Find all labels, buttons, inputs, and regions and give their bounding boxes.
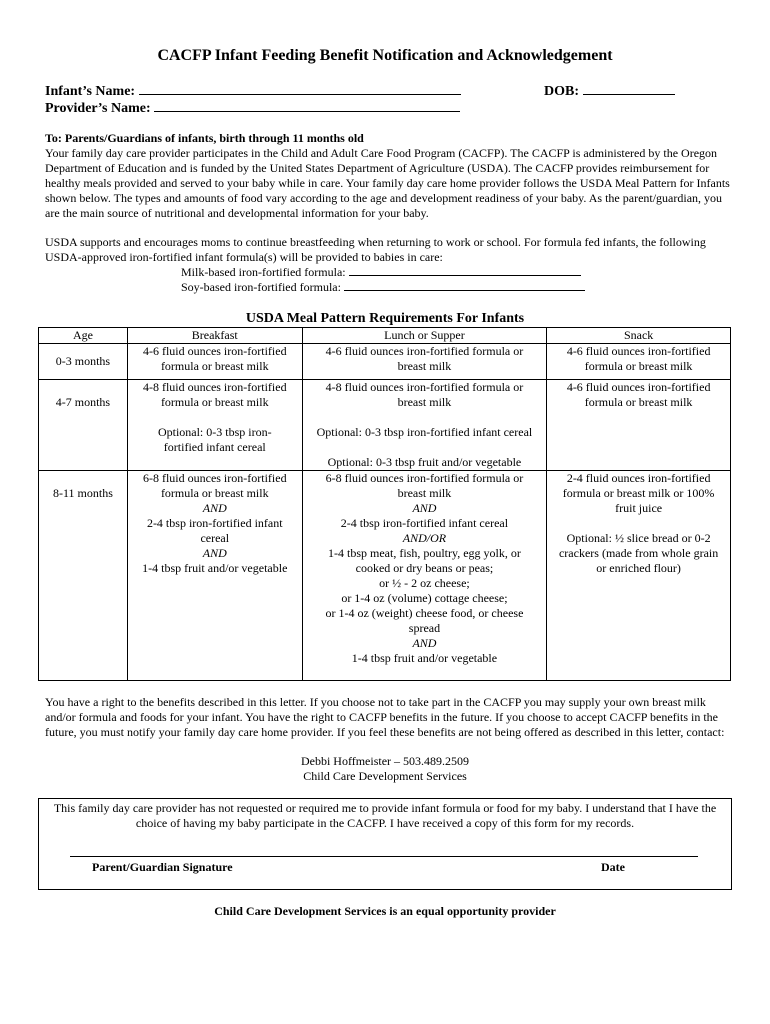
acknowledgement-box — [38, 798, 732, 890]
cell-line: formula or breast milk — [160, 486, 269, 500]
cell-line: fruit juice — [615, 501, 663, 515]
cell-line: breast milk — [397, 395, 452, 409]
lunch-cell — [302, 344, 547, 380]
cell-line: formula or breast milk — [160, 395, 269, 409]
cell-line: breast milk — [397, 486, 452, 500]
cell-line: cooked or dry beans or peas; — [355, 561, 494, 575]
provider-name-field[interactable] — [45, 99, 460, 117]
rights-paragraph: You have a right to the benefits described in this letter. If you choose not to take part in the CACFP you may supply your own breast milk and/or formula and foods for your infant. You have the right to CACFP benefits in the future. If you choose to accept CACFP benefits in the future, you must notify your family day care home provider. If you feel these benefits are not being offered as described in this letter, contact: — [45, 695, 725, 739]
cell-line: AND — [202, 546, 227, 560]
cell-line: or ½ - 2 oz cheese; — [379, 576, 470, 590]
infant-name-blank[interactable] — [139, 82, 461, 95]
cell-line: or 1-4 oz (weight) cheese food, or cheese — [325, 606, 524, 620]
provider-name-blank[interactable] — [154, 99, 460, 112]
footer-text: Child Care Development Services is an equal opportunity provider — [214, 904, 556, 918]
cell-line: 2-4 fluid ounces iron-fortified — [566, 471, 711, 485]
cell-line: AND/OR — [402, 531, 447, 545]
cell-line: 1-4 tbsp meat, fish, poultry, egg yolk, or — [328, 546, 521, 560]
cell-line: formula or breast milk — [584, 359, 693, 373]
cell-line: AND — [202, 501, 227, 515]
acknowledgement-statement: This family day care provider has not requested or required me to provide infant formula or food for my baby. I understand that I have the choice of having my baby participate in the CACFP. I have received a copy of this form for my records. — [53, 801, 717, 830]
table-row — [39, 380, 731, 471]
cell-line: crackers (made from whole grain — [558, 546, 719, 560]
provider-name-label: Provider’s Name: — [45, 101, 151, 116]
header-breakfast: Breakfast — [127, 328, 302, 344]
cell-line: AND — [412, 636, 437, 650]
infant-name-label: Infant’s Name: — [45, 84, 136, 99]
cell-line: 4-7 months — [55, 395, 111, 409]
cell-line: 4-6 fluid ounces iron-fortified formula or — [325, 344, 524, 358]
cell-line: cereal — [200, 531, 230, 545]
cell-line: 4-6 fluid ounces iron-fortified — [142, 344, 287, 358]
age-cell: 0-3 months — [39, 344, 128, 380]
snack-cell — [547, 344, 731, 380]
milk-formula-label: Milk-based iron-fortified formula: — [181, 265, 346, 279]
table-header-row — [39, 328, 731, 344]
milk-formula-blank[interactable] — [349, 265, 581, 276]
breakfast-cell — [127, 344, 302, 380]
intro-paragraph: Your family day care provider participates in the Child and Adult Care Food Program (CACFP). The CACFP is administered by the Oregon Department of Education and is funded by the United States Department of Agriculture (USDA). The CACFP provides reimbursement for healthy meals provided and served to your baby while in care. Your family day care home provider follows the USDA Meal Pattern for Infants shown below. The types and amounts of food vary according to the age and development readiness of your baby. As the parent/guardian, you are the main source of nutritional and developmental information for your baby. — [45, 146, 730, 220]
snack-cell — [547, 471, 731, 681]
cell-line: 4-6 fluid ounces iron-fortified — [566, 344, 711, 358]
cell-line: 2-4 tbsp iron-fortified infant cereal — [340, 516, 509, 530]
lunch-cell — [302, 471, 547, 681]
breakfast-cell — [127, 380, 302, 471]
infant-name-field[interactable] — [45, 82, 461, 100]
signature-label: Parent/Guardian Signature — [92, 860, 233, 874]
cell-line: 2-4 tbsp iron-fortified infant — [146, 516, 283, 530]
dob-label: DOB: — [544, 84, 579, 99]
to-line: To: Parents/Guardians of infants, birth through 11 months old — [45, 131, 364, 145]
table-row — [39, 344, 731, 380]
cell-line: Optional: ½ slice bread or 0-2 — [566, 531, 711, 545]
cell-line: Optional: 0-3 tbsp iron- — [157, 425, 272, 439]
cell-line: 6-8 fluid ounces iron-fortified — [142, 471, 287, 485]
cell-line: fortified infant cereal — [163, 440, 266, 454]
contact-org: Child Care Development Services — [303, 769, 467, 783]
cell-line: 4-8 fluid ounces iron-fortified — [142, 380, 287, 394]
cell-line: formula or breast milk or 100% — [562, 486, 715, 500]
cell-line: 4-8 fluid ounces iron-fortified formula or — [325, 380, 524, 394]
soy-formula-blank[interactable] — [344, 280, 585, 291]
header-lunch: Lunch or Supper — [302, 328, 547, 344]
header-age: Age — [39, 328, 128, 344]
signature-line[interactable] — [70, 856, 698, 857]
cell-line: formula or breast milk — [584, 395, 693, 409]
lunch-cell — [302, 380, 547, 471]
intro-block — [45, 131, 730, 221]
table-title: USDA Meal Pattern Requirements For Infants — [245, 311, 525, 326]
cell-line: 1-4 tbsp fruit and/or vegetable — [351, 651, 498, 665]
cell-line: 6-8 fluid ounces iron-fortified formula or — [325, 471, 524, 485]
soy-formula-label: Soy-based iron-fortified formula: — [181, 280, 341, 294]
header-snack: Snack — [547, 328, 731, 344]
age-cell — [39, 380, 128, 471]
snack-cell — [547, 380, 731, 471]
meal-pattern-table — [38, 327, 731, 681]
cell-line: spread — [408, 621, 441, 635]
breastfeeding-paragraph: USDA supports and encourages moms to continue breastfeeding when returning to work or school. For formula fed infants, the following USDA-approved iron-fortified infant formula(s) will be provided to babies in care: — [45, 235, 706, 264]
cell-line: breast milk — [397, 359, 452, 373]
cell-line: Optional: 0-3 tbsp iron-fortified infant cereal — [316, 425, 533, 439]
cell-line: or enriched flour) — [596, 561, 681, 575]
cell-line: formula or breast milk — [160, 359, 269, 373]
cell-line: 1-4 tbsp fruit and/or vegetable — [142, 561, 288, 575]
table-row — [39, 471, 731, 681]
milk-formula-field[interactable] — [181, 265, 581, 280]
page-title: CACFP Infant Feeding Benefit Notification and Acknowledgement — [157, 47, 613, 64]
cell-line: 4-6 fluid ounces iron-fortified — [566, 380, 711, 394]
date-label: Date — [601, 860, 625, 874]
cell-line: or 1-4 oz (volume) cottage cheese; — [341, 591, 508, 605]
cell-line: Optional: 0-3 tbsp fruit and/or vegetable — [327, 455, 522, 469]
contact-name: Debbi Hoffmeister – 503.489.2509 — [300, 754, 470, 768]
cell-line: AND — [412, 501, 437, 515]
cell-line: 8-11 months — [53, 486, 113, 500]
dob-blank[interactable] — [583, 82, 675, 95]
dob-field[interactable] — [544, 82, 675, 100]
breakfast-cell — [127, 471, 302, 681]
soy-formula-field[interactable] — [181, 280, 585, 295]
age-cell — [39, 471, 128, 681]
